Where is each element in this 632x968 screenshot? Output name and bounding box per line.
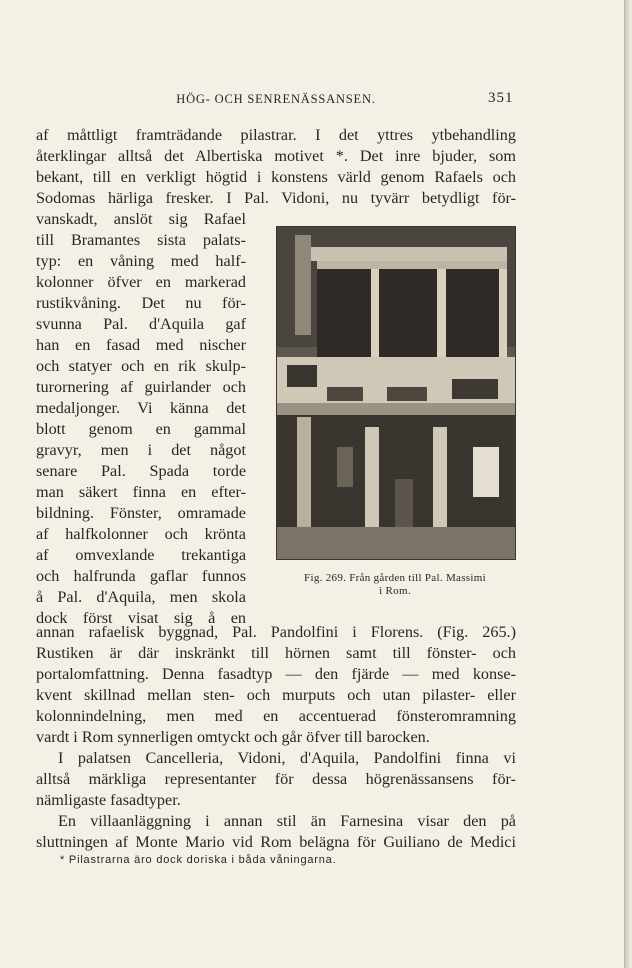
text-line: och halfrunda gaflar funnos: [36, 567, 246, 585]
text-line: och statyer och en rik skulp-: [36, 357, 246, 375]
footnote: * Pilastrarna äro dock doriska i båda våningarna.: [60, 854, 337, 866]
caption-line: Fig. 269. Från gården till Pal. Massimi: [304, 572, 486, 584]
text-line: bildning. Fönster, omramade: [36, 504, 246, 522]
text-line: återklingar alltså det Albertiska motivet *. Det inre bjuder, som: [36, 147, 516, 165]
text-line: af måttligt framträdande pilastrar. I det yttres ytbehandling: [36, 126, 516, 144]
caption-line: i Rom.: [379, 585, 411, 597]
text-line: dock först visat sig å en: [36, 609, 246, 627]
text-line: han en fasad med nischer: [36, 336, 246, 354]
text-line: nämligaste fasadtyper.: [36, 791, 181, 809]
text-line: man säkert finna en efter-: [36, 483, 246, 501]
text-line: af halfkolonner och krönta: [36, 525, 246, 543]
courtyard-photo: [276, 226, 516, 560]
text-line: I palatsen Cancelleria, Vidoni, d'Aquila, Pandolfini finna vi: [58, 749, 516, 767]
figure-caption: [270, 572, 520, 598]
text-line: kvent skillnad mellan sten- och murputs och utan pilaster- eller: [36, 686, 516, 704]
text-line: alltså märkliga representanter för dessa högrenässansens för-: [36, 770, 516, 788]
text-line: af omvexlande trekantiga: [36, 546, 246, 564]
running-header: HÖG- OCH SENRENÄSSANSEN.: [176, 92, 376, 106]
text-line: typ: en våning med half-: [36, 252, 246, 270]
text-line: senare Pal. Spada torde: [36, 462, 246, 480]
text-line: turornering af guirlander och: [36, 378, 246, 396]
top-paragraph: [36, 125, 516, 209]
page-number: 351: [488, 90, 514, 106]
text-line: till Bramantes sista palats-: [36, 231, 246, 249]
page-edge: [624, 0, 628, 968]
text-line: medaljonger. Vi känna det: [36, 399, 246, 417]
text-line: annan rafaelisk byggnad, Pal. Pandolfini i Florens. (Fig. 265.): [36, 623, 516, 641]
text-line: å Pal. d'Aquila, men skola: [36, 588, 246, 606]
text-line: portalomfattning. Denna fasadtyp — den fjärde — med konse-: [36, 665, 516, 683]
text-line: vardt i Rom synnerligen omtyckt och går öfver till barocken.: [36, 728, 430, 746]
text-line: Sodomas härliga fresker. I Pal. Vidoni, nu tyvärr betydligt för-: [36, 189, 516, 207]
text-line: svunna Pal. d'Aquila gaf: [36, 315, 246, 333]
wrapped-paragraph: [36, 209, 246, 629]
text-line: gravyr, men i det något: [36, 441, 246, 459]
text-line: blott genom en gammal: [36, 420, 246, 438]
bottom-paragraphs: [36, 622, 516, 853]
text-line: bekant, till en verkligt högtid i konstens värld genom Rafaels och: [36, 168, 516, 186]
text-line: rustikvåning. Det nu för-: [36, 294, 246, 312]
text-line: En villaanläggning i annan stil än Farnesina visar den på: [58, 812, 516, 830]
text-line: vanskadt, anslöt sig Rafael: [36, 210, 246, 228]
text-line: kolonner öfver en markerad: [36, 273, 246, 291]
courtyard-illustration: [277, 227, 515, 559]
text-line: Rustiken är där inskränkt till hörnen samt till fönster- och: [36, 644, 516, 662]
text-line: sluttningen af Monte Mario vid Rom belägna för Guiliano de Medici: [36, 833, 516, 851]
text-line: kolonnindelning, men med en accentuerad fönsteromramning: [36, 707, 516, 725]
